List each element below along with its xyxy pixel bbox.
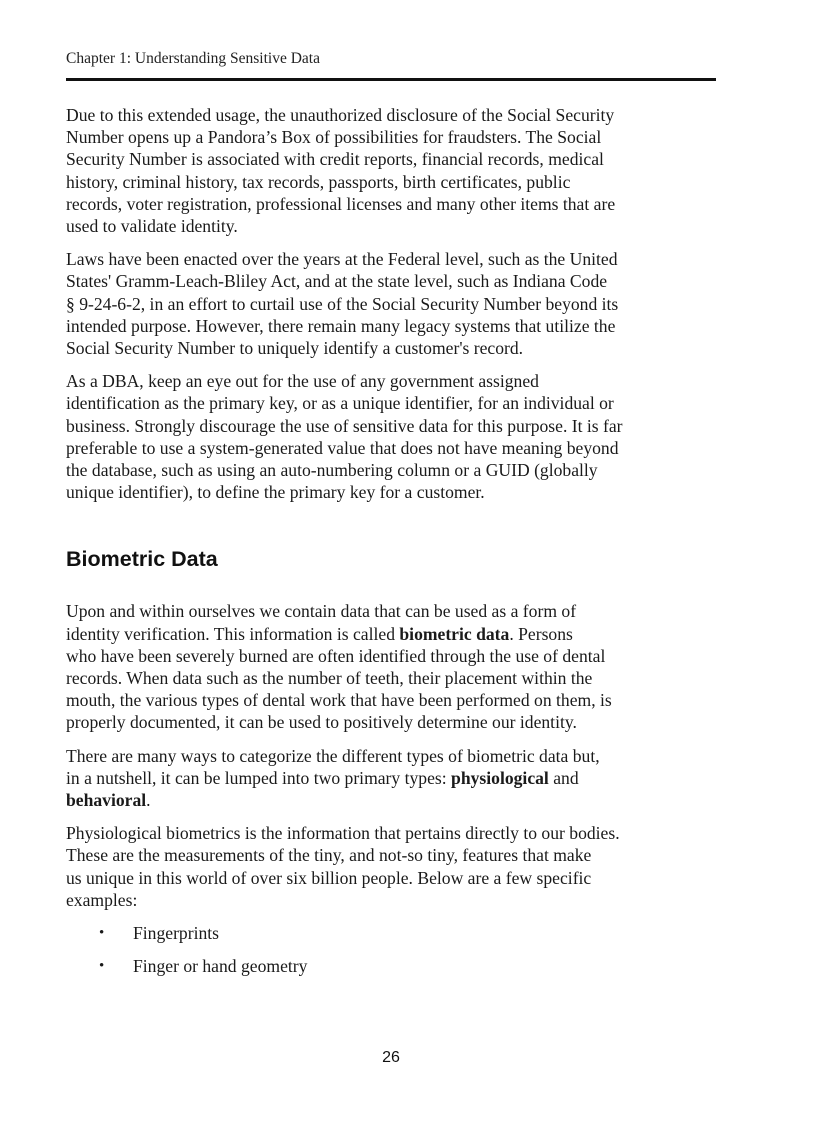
running-header: Chapter 1: Understanding Sensitive Data	[66, 50, 320, 67]
text-line: records, voter registration, professional licenses and many other items that are	[66, 193, 616, 214]
text-run: . Persons	[509, 623, 573, 644]
text-run: and	[548, 767, 579, 788]
bullet-icon: •	[99, 958, 105, 975]
text-line: Physiological biometrics is the information that pertains directly to our bodies.	[66, 823, 620, 844]
text-line: identification as the primary key, or as a unique identifier, for an individual or	[66, 393, 614, 414]
text-line: unique identifier), to define the primary key for a customer.	[66, 482, 485, 503]
list-item-text: Fingerprints	[133, 923, 220, 944]
text-line	[66, 789, 716, 811]
text-run: in a nutshell, it can be lumped into two primary types:	[66, 767, 452, 788]
text-line: intended purpose. However, there remain many legacy systems that utilize the	[66, 315, 616, 336]
text-line: who have been severely burned are often identified through the use of dental	[66, 645, 606, 666]
text-line: Number opens up a Pandora’s Box of possibilities for fraudsters. The Social	[66, 127, 602, 148]
text-line: States' Gramm-Leach-Bliley Act, and at the state level, such as Indiana Code	[66, 271, 608, 292]
paragraph-biometric-types	[66, 745, 716, 812]
text-run: .	[146, 790, 151, 811]
text-line: properly documented, it can be used to positively determine our identity.	[66, 712, 577, 733]
list-item	[66, 955, 716, 988]
text-line: These are the measurements of the tiny, and not-so tiny, features that make	[66, 845, 592, 866]
bold-term: behavioral	[66, 790, 147, 811]
text-line: records. When data such as the number of teeth, their placement within the	[66, 668, 593, 689]
text-line: preferable to use a system-generated value that does not have meaning beyond	[66, 437, 619, 458]
text-line: Laws have been enacted over the years at the Federal level, such as the United	[66, 249, 618, 270]
paragraph-dba-advice	[66, 370, 716, 503]
text-line: the database, such as using an auto-numbering column or a GUID (globally	[66, 460, 598, 481]
text-line: Security Number is associated with credit reports, financial records, medical	[66, 149, 604, 170]
text-line: used to validate identity.	[66, 216, 238, 237]
text-line: history, criminal history, tax records, passports, birth certificates, public	[66, 171, 571, 192]
section-heading: Biometric Data	[66, 547, 218, 572]
page-number: 26	[382, 1049, 400, 1066]
text-line: There are many ways to categorize the different types of biometric data but,	[66, 745, 600, 766]
bullet-list	[66, 922, 716, 988]
text-line: As a DBA, keep an eye out for the use of any government assigned	[66, 371, 539, 392]
text-line: us unique in this world of over six billion people. Below are a few specific	[66, 867, 592, 888]
text-line: Due to this extended usage, the unauthorized disclosure of the Social Security	[66, 105, 615, 125]
bullet-icon: •	[99, 925, 105, 942]
text-line: examples:	[66, 889, 138, 910]
paragraph-biometric-intro	[66, 600, 716, 733]
text-line	[66, 767, 716, 789]
paragraph-laws	[66, 248, 716, 359]
paragraph-ssn-usage	[66, 104, 716, 237]
paragraph-physiological	[66, 822, 716, 911]
body-text	[66, 104, 716, 988]
bold-term: physiological	[451, 767, 549, 788]
text-line: Social Security Number to uniquely identify a customer's record.	[66, 338, 524, 359]
text-run: identity verification. This information is called	[66, 623, 400, 644]
list-item	[66, 922, 716, 955]
text-line: § 9-24-6-2, in an effort to curtail use of the Social Security Number beyond its	[66, 293, 619, 314]
list-item-text: Finger or hand geometry	[133, 956, 308, 977]
text-line: mouth, the various types of dental work that have been performed on them, is	[66, 690, 612, 711]
text-line	[66, 623, 716, 645]
header-rule	[66, 78, 716, 81]
bold-term: biometric data	[399, 623, 510, 644]
text-line: Upon and within ourselves we contain data that can be used as a form of	[66, 601, 577, 622]
text-line: business. Strongly discourage the use of sensitive data for this purpose. It is far	[66, 415, 623, 436]
